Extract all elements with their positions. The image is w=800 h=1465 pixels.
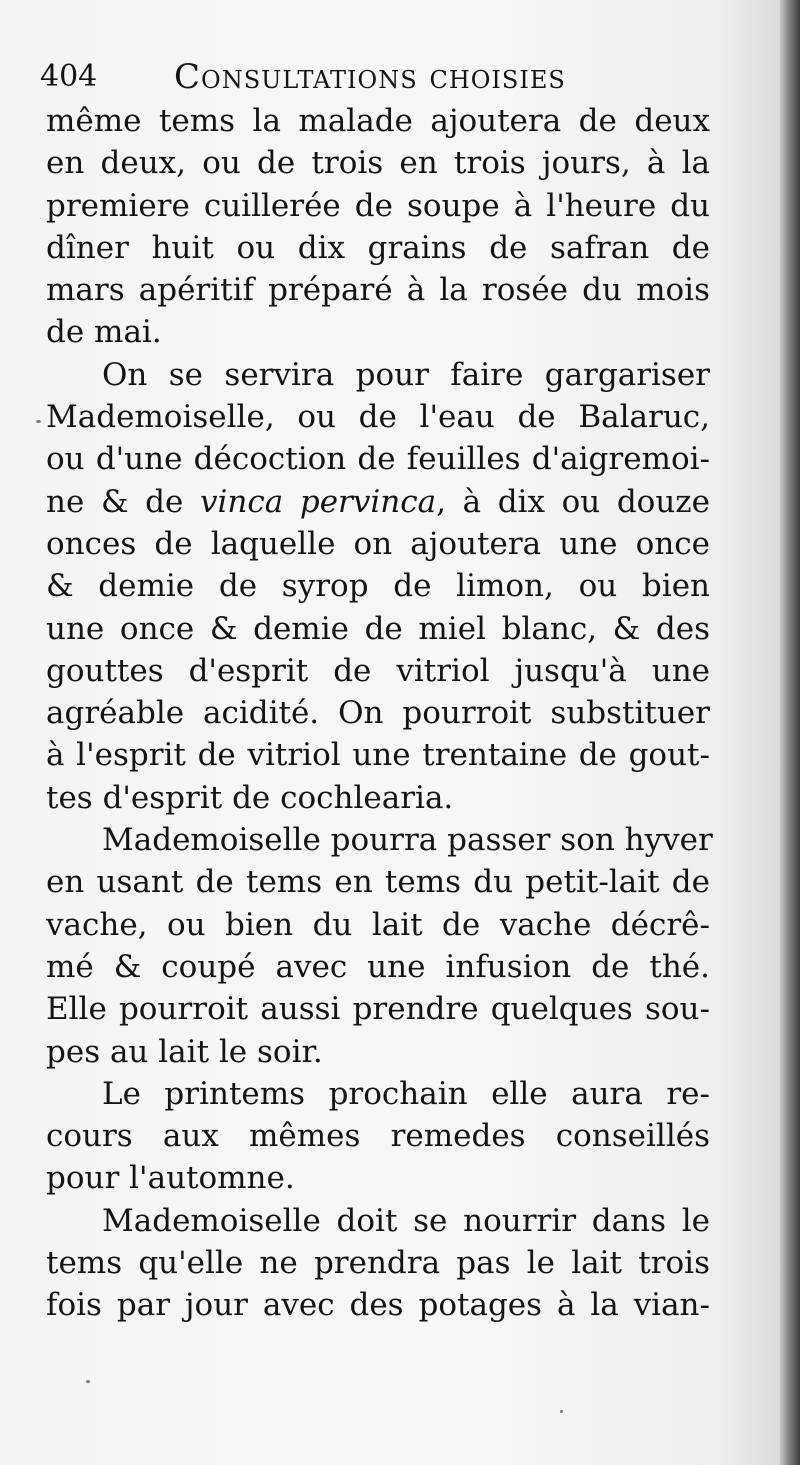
text-line: onces de laquelle on ajoutera une once (46, 525, 710, 562)
text-line: cours aux mêmes remedes conseillés (46, 1118, 710, 1155)
text-line: vache, ou bien du lait de vache décrê- (46, 906, 710, 943)
text-line: & demie de syrop de limon, ou bien (46, 568, 710, 605)
italic-term: vinca pervinca (199, 483, 437, 520)
text-line: fois par jour avec des potages à la vian- (46, 1287, 710, 1324)
text-line: agréable acidité. On pourroit substituer (46, 695, 710, 732)
paper-speck (560, 1410, 563, 1413)
text-line: même tems la malade ajoutera de deux (46, 103, 710, 139)
text-line: mé & coupé avec une infusion de thé. (46, 948, 710, 985)
text-line: pour l'automne. (46, 1160, 295, 1197)
text-line: mars apéritif préparé à la rosée du mois (46, 272, 710, 309)
book-gutter-shadow (780, 0, 800, 1465)
text-line: une once & demie de miel blanc, & des (46, 610, 710, 647)
running-title: Consultations choisies (174, 57, 566, 97)
paper-speck (86, 1380, 90, 1383)
page-number: 404 (40, 59, 98, 94)
text-line: en usant de tems en tems du petit-lait de (46, 864, 710, 901)
line-text-after: , à dix ou douze (436, 483, 710, 520)
text-line: Mademoiselle, ou de l'eau de Balaruc, (46, 399, 710, 436)
body-text (46, 100, 713, 1327)
page-header (40, 52, 680, 102)
line-text-before: ne & de (46, 483, 200, 520)
text-line: tes d'esprit de cochlearia. (46, 779, 454, 816)
paragraph-start-line: Mademoiselle doit se nourrir dans le (102, 1202, 710, 1239)
text-line: Elle pourroit aussi prendre quelques sou- (46, 991, 710, 1028)
text-line: de mai. (46, 314, 162, 351)
paragraph-start-line: Le printems prochain elle aura re- (102, 1075, 710, 1112)
text-line-with-italic (46, 481, 710, 523)
text-line: pes au lait le soir. (46, 1033, 323, 1070)
paper-speck (36, 420, 41, 423)
text-line: gouttes d'esprit de vitriol jusqu'à une (46, 652, 710, 689)
text-line: dîner huit ou dix grains de safran de (46, 229, 710, 266)
text-line: en deux, ou de trois en trois jours, à la (46, 145, 710, 182)
text-line: premiere cuillerée de soupe à l'heure du (46, 187, 710, 224)
text-line: ou d'une décoction de feuilles d'aigremoi- (46, 441, 710, 478)
text-line: tems qu'elle ne prendra pas le lait trois (46, 1245, 710, 1282)
paragraph-start-line: Mademoiselle pourra passer son hyver (102, 822, 713, 859)
text-line: à l'esprit de vitriol une trentaine de gout- (46, 737, 710, 774)
paragraph-start-line: On se servira pour faire gargariser (102, 356, 710, 393)
